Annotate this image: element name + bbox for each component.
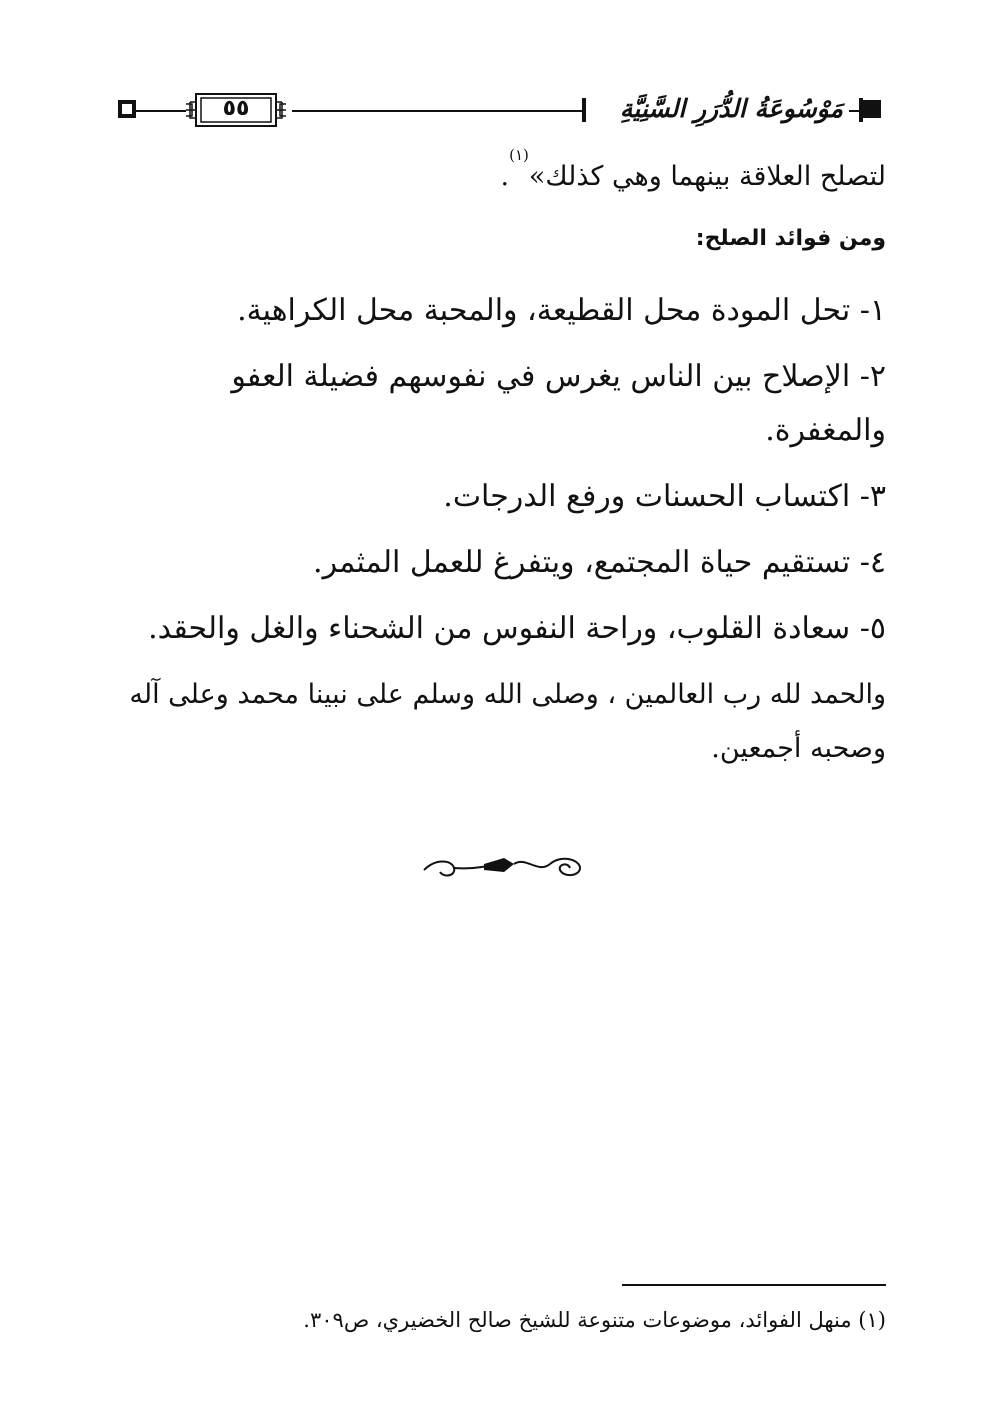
- section-heading: ومن فوائد الصلح:: [695, 226, 886, 251]
- list-item: [106, 470, 886, 524]
- benefit-text: ١- تحل المودة محل القطيعة، والمحبة محل الكراهية.: [237, 293, 886, 328]
- header-divider-tick: [582, 98, 586, 122]
- header-square-left-icon: [118, 100, 136, 118]
- page-number: ٥٥: [222, 96, 250, 121]
- benefits-list: [106, 284, 886, 656]
- benefit-text: ٣- اكتساب الحسنات ورفع الدرجات.: [443, 479, 886, 514]
- header-rule-right: [849, 110, 863, 112]
- header-rule-middle: [292, 110, 582, 112]
- floral-divider-icon: [418, 850, 588, 884]
- intro-paragraph: [106, 148, 886, 206]
- header-square-right-icon: [863, 100, 881, 118]
- book-title: مَوْسُوعَةُ الدُّرَرِ السَّنِيَّةِ: [612, 86, 851, 132]
- header-rule-left: [136, 110, 186, 112]
- list-item: [106, 536, 886, 590]
- intro-text: لتصلح العلاقة بينهما وهي كذلك»: [528, 161, 886, 192]
- list-item: [106, 602, 886, 656]
- footnote-separator: [622, 1284, 886, 1286]
- benefit-text: ٥- سعادة القلوب، وراحة النفوس من الشحناء والغل والحقد.: [148, 611, 886, 646]
- page-number-frame-icon: [184, 90, 288, 130]
- footnote-text: (١) منهل الفوائد، موضوعات متنوعة للشيخ صالح الخضيري، ص٣٠٩.: [303, 1308, 886, 1332]
- intro-end: .: [500, 161, 510, 192]
- benefit-text: ٢- الإصلاح بين الناس يغرس في نفوسهم فضيلة العفو والمغفرة.: [231, 359, 886, 448]
- page-content: [106, 148, 886, 776]
- footnote-reference[interactable]: (١): [509, 146, 529, 164]
- page-header: [112, 86, 887, 136]
- closing-paragraph: والحمد لله رب العالمين ، وصلى الله وسلم على نبينا محمد وعلى آله وصحبه أجمعين.: [129, 679, 886, 764]
- list-item: [106, 350, 886, 458]
- list-item: [106, 284, 886, 338]
- benefit-text: ٤- تستقيم حياة المجتمع، ويتفرغ للعمل المثمر.: [313, 545, 886, 580]
